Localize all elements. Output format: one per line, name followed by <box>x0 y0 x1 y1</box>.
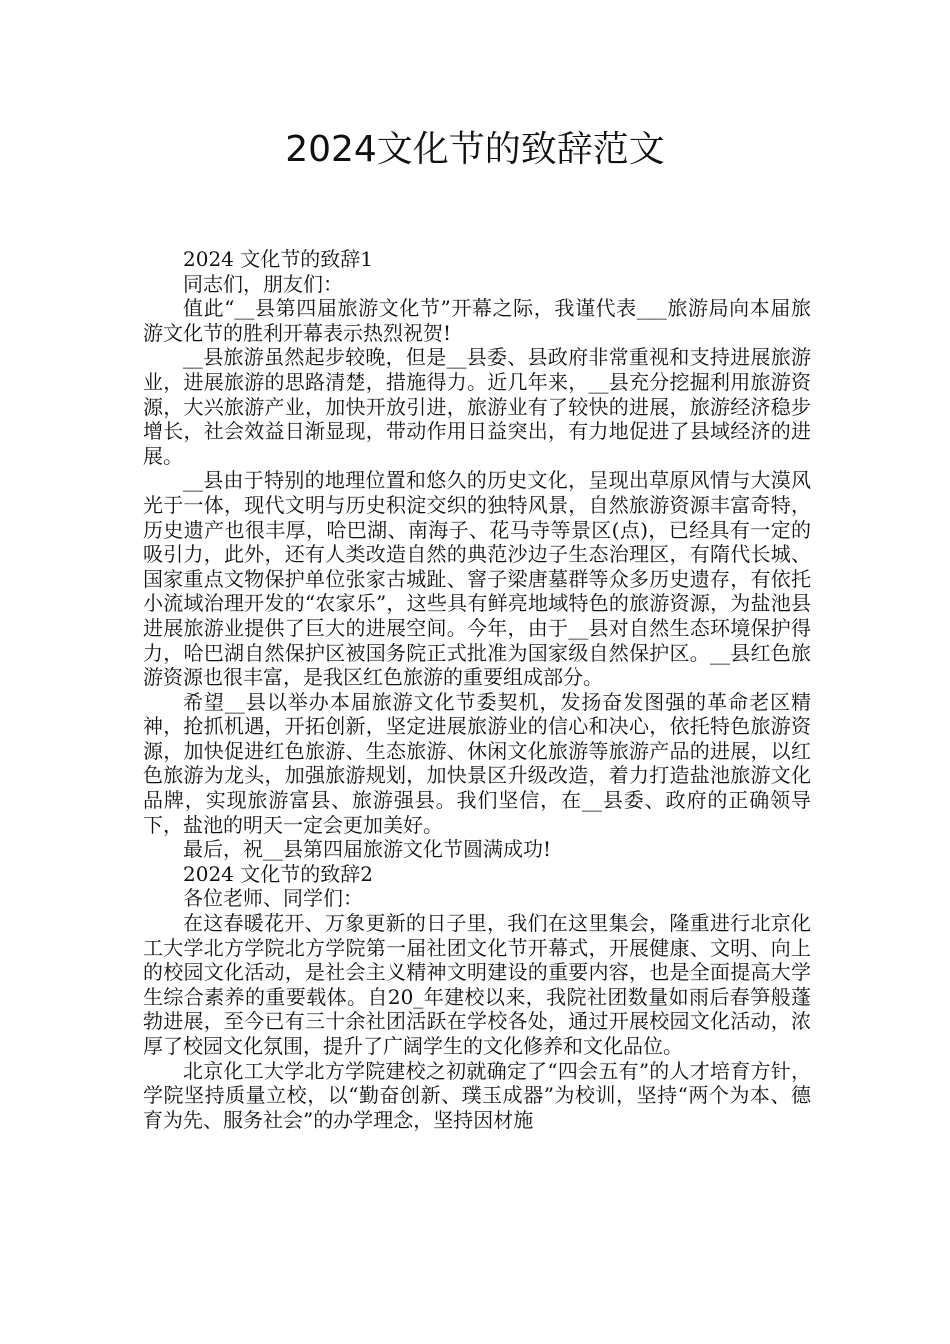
body-paragraph: 最后，祝__县第四届旅游文化节圆满成功! <box>183 837 552 862</box>
body-paragraph: 北京化工大学北方学院建校之初就确定了“四会五有”的人才培育方针，学院坚持质量立校，以“勤奋创新、璞玉成器”为校训，坚持“两个为本、德育为先、服务社会”的办学理念，坚持因材施 <box>143 1058 811 1132</box>
body-paragraph: 值此“__县第四届旅游文化节”开幕之际，我谨代表___旅游局向本届旅游文化节的胜利开幕表示热烈祝贺! <box>143 296 811 345</box>
body-paragraph: __县由于特别的地理位置和悠久的历史文化，呈现出草原风情与大漠风光于一体，现代文明与历史积淀交织的独特风景，自然旅游资源丰富奇特，历史遗产也很丰厚，哈巴湖、南海子、花马寺等景区(点)，已经具有一定的吸引力，此外，还有人类改造自然的典范沙边子生态治理区，有隋代长城、国家重点文物保护单位张家古城趾、窨子梁唐墓群等众多历史遗存，有依托小流域治理开发的“农家乐”，这些具有鲜亮地域特色的旅游资源，为盐池县进展旅游业提供了巨大的进展空间。今年，由于__县对自然生态环境保护得力，哈巴湖自然保护区被国务院正式批准为国家级自然保护区。__县红色旅游资源也很丰富，是我区红色旅游的重要组成部分。 <box>143 468 811 690</box>
body-paragraph: 在这春暖花开、万象更新的日子里，我们在这里集会，隆重进行北京化工大学北方学院北方学院第一届社团文化节开幕式，开展健康、文明、向上的校园文化活动，是社会主义精神文明建设的重要内容，也是全面提高大学生综合素养的重要载体。自20_年建校以来，我院社团数量如雨后春笋般蓬勃进展，至今已有三十余社团活跃在学校各处，通过开展校园文化活动，浓厚了校园文化氛围，提升了广阔学生的文化修养和文化品位。 <box>143 911 811 1058</box>
document-title: 2024文化节的致辞范文 <box>285 129 665 170</box>
salutation-1: 同志们，朋友们： <box>183 271 343 296</box>
subtitle-speech-1: 2024 文化节的致辞1 <box>183 247 373 271</box>
salutation-2: 各位老师、同学们： <box>183 886 363 911</box>
body-paragraph: __县旅游虽然起步较晚，但是__县委、县政府非常重视和支持进展旅游业，进展旅游的思路清楚，措施得力。近几年来，__县充分挖掘利用旅游资源，大兴旅游产业，加快开放引进，旅游业有了较快的进展，旅游经济稳步增长，社会效益日渐显现，带动作用日益突出，有力地促进了县域经济的进展。 <box>143 345 811 468</box>
subtitle-speech-2: 2024 文化节的致辞2 <box>183 861 373 886</box>
document-body <box>143 247 811 1132</box>
body-paragraph: 希望__县以举办本届旅游文化节委契机，发扬奋发图强的革命老区精神，抢抓机遇，开拓创新，坚定进展旅游业的信心和决心，依托特色旅游资源，加快促进红色旅游、生态旅游、休闲文化旅游等旅游产品的进展，以红色旅游为龙头，加强旅游规划，加快景区升级改造，着力打造盐池旅游文化品牌，实现旅游富县、旅游强县。我们坚信，在__县委、政府的正确领导下，盐池的明天一定会更加美好。 <box>143 689 811 837</box>
